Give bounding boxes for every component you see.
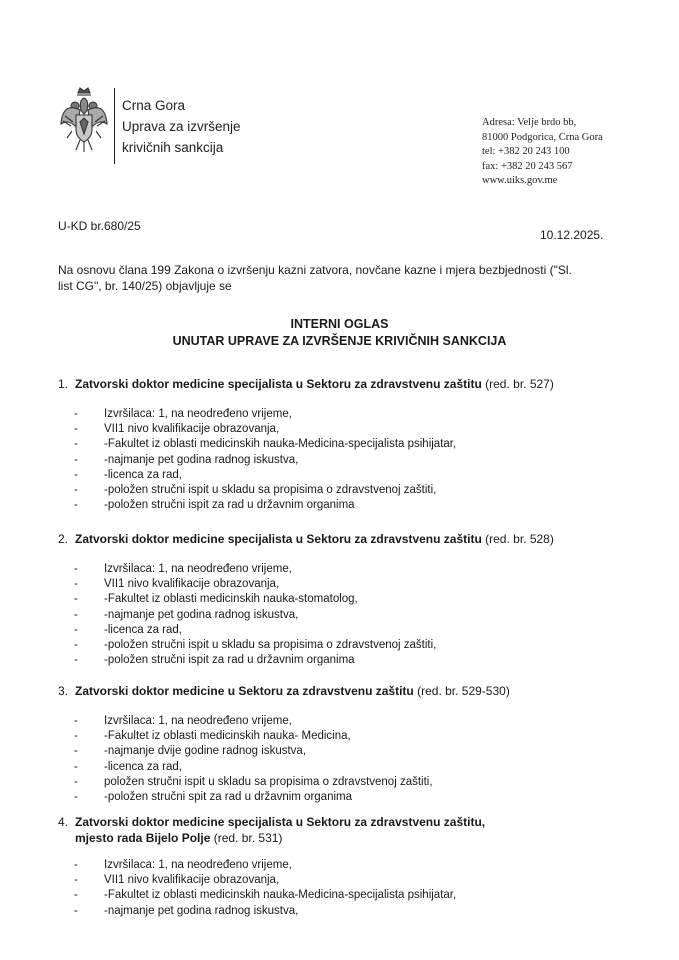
requirement-text: -Fakultet iz oblasti medicinskih nauka-Medicina-specijalista psihijatar,	[104, 889, 457, 902]
organization-name	[122, 95, 241, 158]
position-title: Zatvorski doktor medicine specijalista u Sektoru za zdravstvenu zaštitu	[75, 532, 482, 546]
intro-line: Na osnovu člana 199 Zakona o izvršenju kazni zatvora, novčane kazne i mjera bezbjednosti ("Sl.	[58, 263, 572, 277]
list-item	[58, 453, 618, 468]
requirement-text: Izvršilaca: 1, na neodređeno vrijeme,	[104, 715, 292, 727]
position-section	[58, 683, 618, 805]
position-ref: (red. br. 527)	[485, 377, 554, 391]
list-marker: -	[74, 499, 78, 512]
list-item	[58, 653, 618, 668]
list-marker: -	[74, 730, 78, 743]
requirement-text: -Fakultet iz oblasti medicinskih nauka- Medicina,	[104, 730, 351, 743]
requirement-text: Izvršilaca: 1, na neodređeno vrijeme,	[104, 563, 292, 575]
position-section	[58, 814, 618, 919]
list-item	[58, 858, 618, 873]
list-marker: -	[74, 563, 78, 575]
document-subtitle: UNUTAR UPRAVE ZA IZVRŠENJE KRIVIČNIH SANKCIJA	[172, 334, 507, 348]
requirement-text: -najmanje pet godina radnog iskustva,	[104, 453, 299, 466]
position-ref: (red. br. 528)	[485, 532, 554, 546]
contact-address: Adresa: Velje brdo bb,	[482, 117, 577, 128]
list-marker: -	[74, 904, 78, 917]
list-marker: -	[74, 608, 78, 621]
position-section	[58, 376, 618, 513]
requirement-text: -položen stručni ispit u skladu sa propisima o zdravstvenoj zaštiti,	[104, 483, 437, 496]
list-item	[58, 904, 618, 919]
position-ref: (red. br. 529-530)	[417, 684, 510, 698]
list-marker: -	[74, 775, 78, 788]
position-number: 1.	[58, 377, 69, 391]
position-title: Zatvorski doktor medicine specijalista u Sektoru za zdravstvenu zaštitu	[75, 377, 482, 391]
list-item	[58, 638, 618, 653]
list-item	[58, 623, 618, 638]
list-item	[58, 714, 618, 729]
list-item	[58, 729, 618, 744]
requirement-text: -položen stručni ispit za rad u državnim organima	[104, 499, 355, 512]
list-marker: -	[74, 483, 78, 496]
position-heading	[58, 531, 618, 547]
list-item	[58, 790, 618, 805]
requirement-text: -najmanje pet godina radnog iskustva,	[104, 904, 299, 917]
requirement-text: VII1 nivo kvalifikacije obrazovanja,	[104, 423, 280, 436]
montenegro-coat-of-arms-icon	[58, 84, 110, 154]
contact-website: www.uiks.gov.me	[482, 175, 558, 186]
list-marker: -	[74, 745, 78, 758]
list-marker: -	[74, 623, 78, 636]
requirement-text: VII1 nivo kvalifikacije obrazovanja,	[104, 874, 280, 887]
position-location: mjesto rada Bijelo Polje	[75, 831, 211, 845]
requirement-text: -najmanje pet godina radnog iskustva,	[104, 608, 299, 621]
contact-city: 81000 Podgorica, Crna Gora	[482, 131, 603, 143]
requirement-text: -licenca za rad,	[104, 760, 182, 773]
list-marker: -	[74, 715, 78, 727]
list-item	[58, 760, 618, 775]
requirement-text: -položen stručni spit za rad u državnim organima	[104, 790, 353, 803]
position-section	[58, 531, 618, 668]
list-marker: -	[74, 423, 78, 436]
list-item	[58, 437, 618, 452]
intro-line: list CG", br. 140/25) objavljuje se	[58, 279, 232, 293]
list-item	[58, 888, 618, 903]
document-reference: U-KD br.680/25	[58, 219, 141, 233]
requirement-text: -Fakultet iz oblasti medicinskih nauka-stomatolog,	[104, 593, 358, 606]
requirement-text: -Fakultet iz oblasti medicinskih nauka-Medicina-specijalista psihijatar,	[104, 438, 457, 451]
list-marker: -	[74, 889, 78, 902]
list-item	[58, 577, 618, 592]
intro-paragraph	[58, 262, 626, 294]
list-marker: -	[74, 760, 78, 773]
document-date: 10.12.2025.	[540, 228, 604, 242]
requirement-text: -licenca za rad,	[104, 623, 182, 636]
list-marker: -	[74, 468, 78, 481]
requirement-text: -licenca za rad,	[104, 468, 182, 481]
document-title: INTERNI OGLAS	[290, 317, 389, 331]
position-heading	[58, 376, 618, 392]
list-item	[58, 873, 618, 888]
requirement-text: -najmanje dvije godine radnog iskustva,	[104, 745, 307, 758]
position-title: Zatvorski doktor medicine specijalista u Sektoru za zdravstvenu zaštitu,	[75, 815, 486, 829]
requirements-list	[58, 407, 618, 513]
requirement-text: Izvršilaca: 1, na neodređeno vrijeme,	[104, 859, 292, 871]
header-divider	[114, 88, 115, 164]
list-item	[58, 422, 618, 437]
list-marker: -	[74, 874, 78, 887]
list-marker: -	[74, 790, 78, 803]
org-line: Crna Gora	[122, 98, 186, 113]
requirement-text: -položen stručni ispit za rad u državnim organima	[104, 654, 355, 667]
requirements-list	[58, 562, 618, 668]
list-item	[58, 468, 618, 483]
contact-phone: tel: +382 20 243 100	[482, 146, 570, 157]
list-marker: -	[74, 654, 78, 667]
list-item	[58, 775, 618, 790]
list-item	[58, 562, 618, 577]
org-line: Uprava za izvršenje	[122, 119, 241, 134]
position-number: 2.	[58, 532, 69, 546]
contact-block	[482, 116, 603, 189]
position-number: 3.	[58, 684, 69, 698]
position-heading	[58, 814, 618, 846]
requirement-text: položen stručni ispit u skladu sa propisima o zdravstvenoj zaštiti,	[104, 775, 433, 788]
position-heading	[58, 683, 618, 699]
position-ref: (red. br. 531)	[213, 831, 283, 845]
list-item	[58, 407, 618, 422]
position-number: 4.	[58, 815, 69, 829]
requirement-text: VII1 nivo kvalifikacije obrazovanja,	[104, 578, 280, 591]
requirements-list	[58, 858, 618, 919]
list-marker: -	[74, 438, 78, 451]
list-marker: -	[74, 408, 78, 420]
list-item	[58, 608, 618, 623]
list-marker: -	[74, 593, 78, 606]
requirements-list	[58, 714, 618, 805]
list-marker: -	[74, 638, 78, 651]
list-item	[58, 483, 618, 498]
list-item	[58, 498, 618, 513]
list-marker: -	[74, 453, 78, 466]
list-marker: -	[74, 578, 78, 591]
list-item	[58, 744, 618, 759]
requirement-text: Izvršilaca: 1, na neodređeno vrijeme,	[104, 408, 292, 420]
list-item	[58, 592, 618, 607]
position-title: Zatvorski doktor medicine u Sektoru za zdravstvenu zaštitu	[75, 684, 414, 698]
contact-fax: fax: +382 20 243 567	[482, 160, 573, 172]
requirement-text: -položen stručni ispit u skladu sa propisima o zdravstvenoj zaštiti,	[104, 638, 437, 651]
org-line: krivičnih sankcija	[122, 140, 224, 155]
list-marker: -	[74, 859, 78, 871]
